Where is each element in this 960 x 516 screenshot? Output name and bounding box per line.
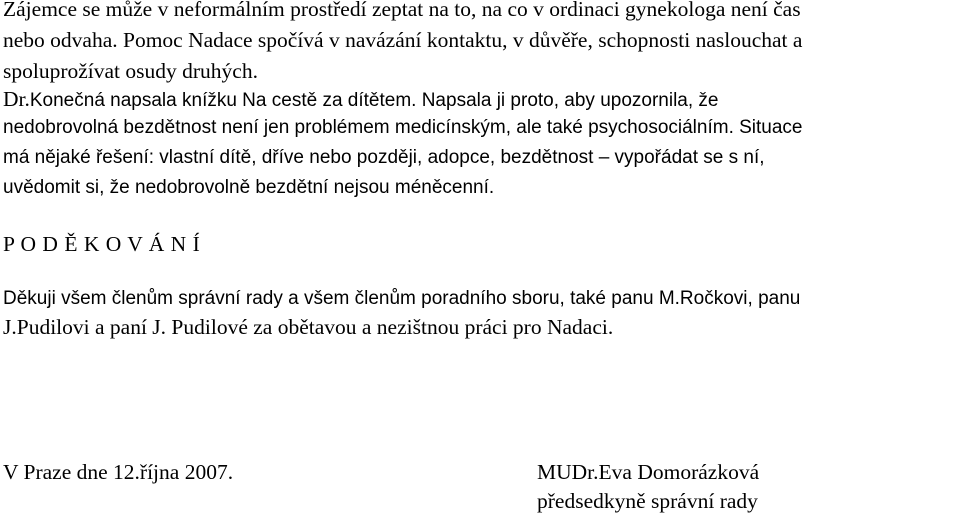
thanks-line-1: Děkuji všem členům správní rady a všem členům poradního sboru, také panu M.Ročkovi, panu	[3, 288, 801, 309]
paragraph2-line-2: nedobrovolná bezdětnost není jen problémem medicínským, ale také psychosociálním. Situace	[3, 117, 803, 138]
paragraph2-line-4: uvědomit si, že nedobrovolně bezdětní nejsou méněcenní.	[3, 177, 495, 198]
signature-place-date: V Praze dne 12.října 2007.	[3, 460, 234, 484]
paragraph1-line-3: spoluprožívat osudy druhých.	[3, 59, 258, 83]
thanks-line-2: J.Pudilovi a paní J. Pudilové za obětavou a nezištnou práci pro Nadaci.	[3, 315, 614, 339]
paragraph1-line-2: nebo odvaha. Pomoc Nadace spočívá v navázání kontaktu, v důvěře, schopnosti naslouchat a	[3, 28, 803, 52]
signature-role: předsedkyně správní rady	[537, 489, 758, 513]
signature-name: MUDr.Eva Domorázková	[537, 460, 760, 484]
paragraph2-title-prefix: Dr.	[3, 87, 30, 111]
section-heading: P O D Ě K O V Á N Í	[3, 232, 201, 256]
paragraph2-line-3: má nějaké řešení: vlastní dítě, dříve nebo později, adopce, bezdětnost – vypořádat se s ní,	[3, 147, 765, 168]
paragraph2-line-1-text: Konečná napsala knížku Na cestě za dítětem. Napsala ji proto, aby upozornila, že	[29, 90, 719, 111]
paragraph2-line-1	[3, 84, 719, 116]
paragraph1-line-1: Zájemce se může v neformálním prostředí zeptat na to, na co v ordinaci gynekologa není čas	[3, 0, 801, 21]
